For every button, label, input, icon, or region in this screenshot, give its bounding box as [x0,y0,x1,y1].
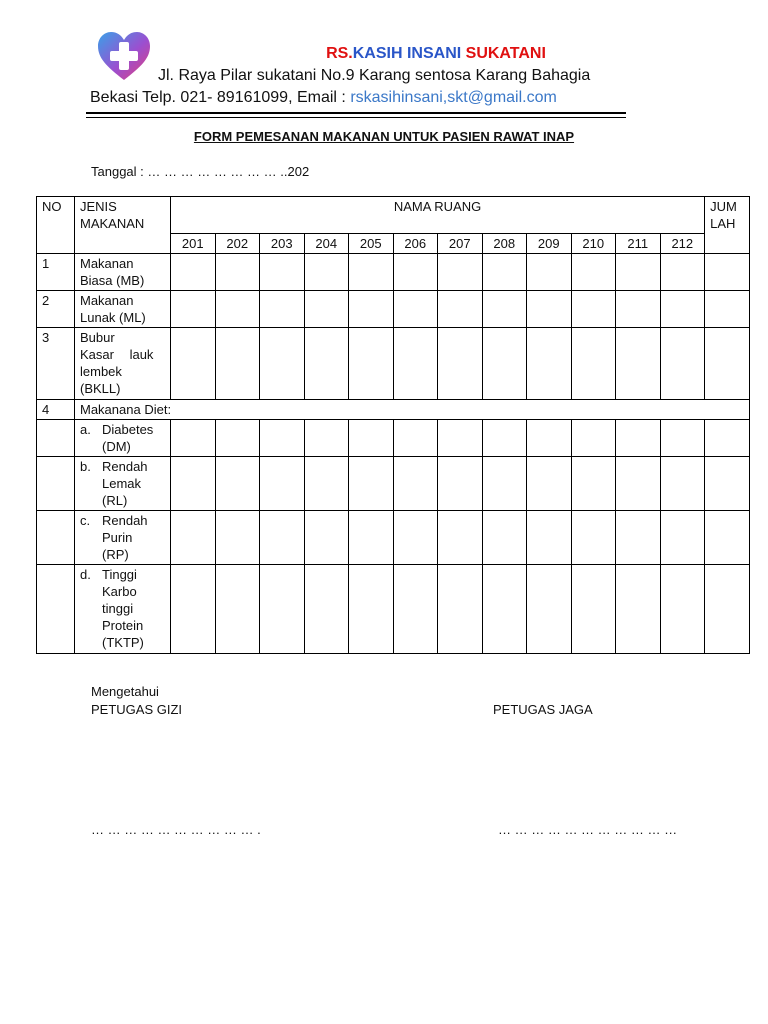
order-cell[interactable] [482,328,527,400]
order-cell[interactable] [527,420,572,457]
order-cell[interactable] [393,254,438,291]
order-cell[interactable] [482,457,527,511]
diet-type-line: (DM) [102,439,131,454]
meal-type-line: Biasa (MB) [80,273,145,288]
diet-header-row [37,400,750,420]
order-cell[interactable] [660,511,705,565]
meal-type [75,328,171,400]
email-address: rskasihinsani,skt@gmail.com [350,89,557,106]
order-cell[interactable] [260,511,305,565]
order-cell[interactable] [171,420,216,457]
meal-type-line: (BKLL) [80,381,121,396]
mengetahui-label: Mengetahui [91,684,159,699]
header-jumlah: JUM LAH [705,197,750,254]
order-cell[interactable] [215,328,260,400]
order-cell[interactable] [660,457,705,511]
diet-type-line: (RP) [102,547,129,562]
order-cell[interactable] [571,511,616,565]
diet-type-line: Tinggi [102,567,137,582]
order-cell[interactable] [260,291,305,328]
order-cell[interactable] [215,565,260,654]
order-cell[interactable] [215,420,260,457]
diet-type-line: (TKTP) [102,635,144,650]
order-cell[interactable] [616,565,661,654]
row-number-empty [37,457,75,511]
total-cell[interactable] [705,291,750,328]
order-cell[interactable] [304,511,349,565]
order-cell[interactable] [393,511,438,565]
diet-letter: d. [80,567,91,582]
total-cell[interactable] [705,457,750,511]
petugas-gizi-label: PETUGAS GIZI [91,702,183,717]
diet-type-line: Protein [102,618,144,633]
order-cell[interactable] [527,291,572,328]
diet-row [37,457,750,511]
order-table [36,196,750,654]
row-number-empty [37,420,75,457]
header-jenis: JENIS MAKANAN [75,197,171,254]
room-number-204: 204 [304,234,349,254]
order-cell[interactable] [482,565,527,654]
total-cell[interactable] [705,511,750,565]
diet-type-line: tinggi [102,601,134,616]
room-number-210: 210 [571,234,616,254]
order-cell[interactable] [304,457,349,511]
row-number: 3 [37,328,75,400]
meal-type-line: Makanan [80,293,134,308]
order-cell[interactable] [527,328,572,400]
hospital-name: RS.KASIH INSANI SUKATANI [326,45,546,62]
diet-type-line: Rendah [102,513,148,528]
order-cell[interactable] [349,254,394,291]
diet-type-line: (RL) [102,493,128,508]
row-number-empty [37,511,75,565]
order-cell[interactable] [482,291,527,328]
order-cell[interactable] [616,457,661,511]
order-cell[interactable] [349,420,394,457]
meal-type-line: Lunak (ML) [80,310,146,325]
total-cell[interactable] [705,420,750,457]
meal-type [75,291,171,328]
order-cell[interactable] [304,420,349,457]
order-cell[interactable] [616,254,661,291]
total-cell[interactable] [705,254,750,291]
address-line-2: Bekasi Telp. 021- 89161099, Email : rskasihinsani,skt@gmail.com [90,89,557,106]
diet-row [37,420,750,457]
row-number: 2 [37,291,75,328]
diet-type [75,565,171,654]
diet-letter: b. [80,459,91,474]
room-number-209: 209 [527,234,572,254]
meal-type-line: Kasar lauk [80,347,154,362]
order-cell[interactable] [171,511,216,565]
order-cell[interactable] [660,420,705,457]
order-cell[interactable] [171,291,216,328]
order-cell[interactable] [171,254,216,291]
diet-row [37,511,750,565]
order-cell[interactable] [393,328,438,400]
order-cell[interactable] [438,328,483,400]
diet-type-line: Lemak [102,476,142,491]
diet-type-line: Diabetes [102,422,154,437]
order-cell[interactable] [393,291,438,328]
order-cell[interactable] [660,328,705,400]
order-cell[interactable] [393,420,438,457]
header-nama-ruang: NAMA RUANG [171,197,705,234]
diet-letter: a. [80,422,91,437]
order-cell[interactable] [660,291,705,328]
order-cell[interactable] [527,254,572,291]
diet-type [75,420,171,457]
order-cell[interactable] [438,254,483,291]
order-cell[interactable] [215,254,260,291]
order-cell[interactable] [571,420,616,457]
order-cell[interactable] [304,254,349,291]
room-number-212: 212 [660,234,705,254]
order-cell[interactable] [438,291,483,328]
order-cell[interactable] [571,254,616,291]
order-cell[interactable] [482,254,527,291]
order-cell[interactable] [304,291,349,328]
room-number-203: 203 [260,234,305,254]
order-cell[interactable] [215,291,260,328]
signature-line-jaga: … … … … … … … … … … … [498,822,678,837]
order-cell[interactable] [571,457,616,511]
order-cell[interactable] [260,254,305,291]
row-number: 1 [37,254,75,291]
header-rule-thin [86,117,626,118]
table-row [37,291,750,328]
order-cell[interactable] [571,328,616,400]
diet-label: Makanana Diet: [75,400,750,420]
order-cell[interactable] [616,420,661,457]
table-header-row [37,197,750,234]
form-title: FORM PEMESANAN MAKANAN UNTUK PASIEN RAWAT INAP [193,129,575,144]
order-cell[interactable] [616,291,661,328]
order-cell[interactable] [349,511,394,565]
diet-type [75,457,171,511]
total-cell[interactable] [705,328,750,400]
order-cell[interactable] [571,291,616,328]
room-number-211: 211 [616,234,661,254]
total-cell[interactable] [705,565,750,654]
order-cell[interactable] [438,511,483,565]
order-cell[interactable] [393,457,438,511]
order-cell[interactable] [260,565,305,654]
order-cell[interactable] [260,420,305,457]
room-number-206: 206 [393,234,438,254]
order-cell[interactable] [660,254,705,291]
meal-type-line: Bubur [80,330,115,345]
order-cell[interactable] [171,328,216,400]
row-number-empty [37,565,75,654]
order-cell[interactable] [260,328,305,400]
order-cell[interactable] [349,457,394,511]
order-cell[interactable] [438,457,483,511]
diet-type-line: Karbo [102,584,137,599]
order-cell[interactable] [260,457,305,511]
meal-type-line: Makanan [80,256,134,271]
order-cell[interactable] [438,420,483,457]
order-cell[interactable] [171,457,216,511]
order-cell[interactable] [527,565,572,654]
table-row [37,254,750,291]
order-cell[interactable] [349,565,394,654]
address-line-1: Jl. Raya Pilar sukatani No.9 Karang sentosa Karang Bahagia [158,67,591,84]
order-cell[interactable] [482,420,527,457]
room-number-202: 202 [215,234,260,254]
order-cell[interactable] [304,328,349,400]
room-number-201: 201 [171,234,216,254]
diet-type-line: Purin [102,530,133,545]
diet-letter: c. [80,513,91,528]
row-number: 4 [37,400,75,420]
diet-row [37,565,750,654]
order-cell[interactable] [571,565,616,654]
order-cell[interactable] [438,565,483,654]
order-cell[interactable] [215,511,260,565]
order-cell[interactable] [215,457,260,511]
order-cell[interactable] [482,511,527,565]
signature-line-gizi: … … … … … … … … … … . [91,822,261,837]
date-field: Tanggal : … … … … … … … … ..202 [91,164,310,179]
room-number-208: 208 [482,234,527,254]
meal-type [75,254,171,291]
meal-type-line: lembek [80,364,122,379]
diet-type [75,511,171,565]
order-cell[interactable] [616,328,661,400]
room-number-207: 207 [438,234,483,254]
room-number-205: 205 [349,234,394,254]
order-cell[interactable] [349,328,394,400]
petugas-jaga-label: PETUGAS JAGA [493,702,593,717]
table-row [37,328,750,400]
header-rule-thick [86,112,626,114]
order-cell[interactable] [304,565,349,654]
order-cell[interactable] [171,565,216,654]
header-no: NO [37,197,75,254]
order-cell[interactable] [660,565,705,654]
order-cell[interactable] [393,565,438,654]
diet-type-line: Rendah [102,459,148,474]
order-cell[interactable] [527,511,572,565]
order-cell[interactable] [616,511,661,565]
order-cell[interactable] [527,457,572,511]
order-cell[interactable] [349,291,394,328]
